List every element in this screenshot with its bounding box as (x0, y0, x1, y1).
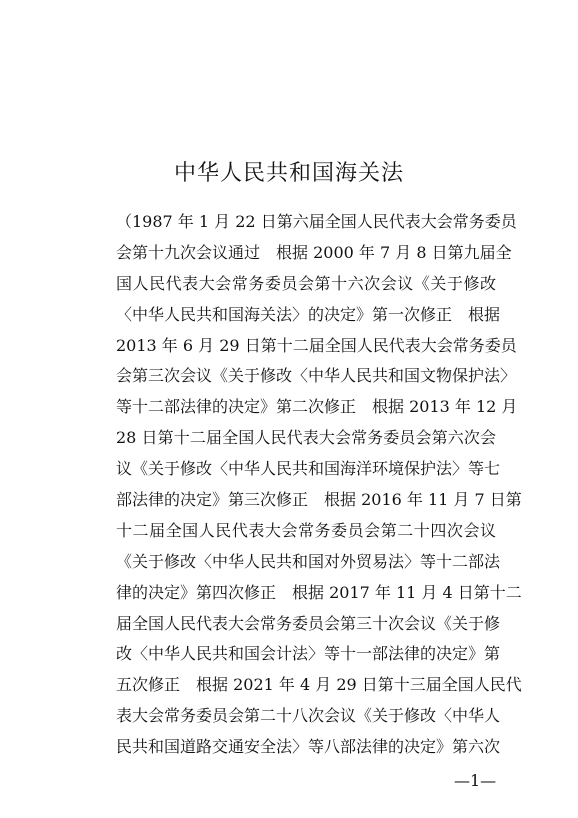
body-line: 民共和国道路交通安全法〉等八部法律的决定》第六次 (116, 737, 501, 757)
body-line: 国人民代表大会常务委员会第十六次会议《关于修改 (116, 273, 496, 293)
body-line: 律的决定》第四次修正 根据 2017 年 11 月 4 日第十二 (116, 582, 522, 602)
body-line: 十二届全国人民代表大会常务委员会第二十四次会议 (116, 520, 496, 540)
body-line: （1987 年 1 月 22 日第六届全国人民代表大会常务委员 (116, 212, 517, 231)
body-line: 表大会常务委员会第二十八次会议《关于修改〈中华人 (116, 706, 501, 726)
body-line: 《关于修改〈中华人民共和国对外贸易法〉等十二部法 (116, 551, 501, 571)
body-line: 议《关于修改〈中华人民共和国海洋环境保护法〉等七 (116, 459, 501, 479)
body-line: 〈中华人民共和国海关法〉的决定》第一次修正 根据 (116, 304, 501, 324)
body-line: 届全国人民代表大会常务委员会第三十次会议《关于修 (116, 613, 501, 633)
body-line: 五次修正 根据 2021 年 4 月 29 日第十三届全国人民代 (116, 675, 522, 695)
page-number: —1— (454, 771, 497, 790)
body-line: 会第三次会议《关于修改〈中华人民共和国文物保护法〉 (116, 366, 517, 386)
body-line: 2013 年 6 月 29 日第十二届全国人民代表大会常务委员 (116, 335, 517, 355)
body-line: 28 日第十二届全国人民代表大会常务委员会第六次会 (116, 428, 496, 448)
body-line: 会第十九次会议通过 根据 2000 年 7 月 8 日第九届全 (116, 242, 512, 262)
document-title: 中华人民共和国海关法 (173, 161, 404, 186)
body-line: 部法律的决定》第三次修正 根据 2016 年 11 月 7 日第 (116, 490, 522, 510)
body-line: 改〈中华人民共和国会计法〉等十一部法律的决定》第 (116, 644, 501, 664)
body-line: 等十二部法律的决定》第二次修正 根据 2013 年 12 月 (116, 397, 518, 417)
document-body (116, 207, 522, 763)
